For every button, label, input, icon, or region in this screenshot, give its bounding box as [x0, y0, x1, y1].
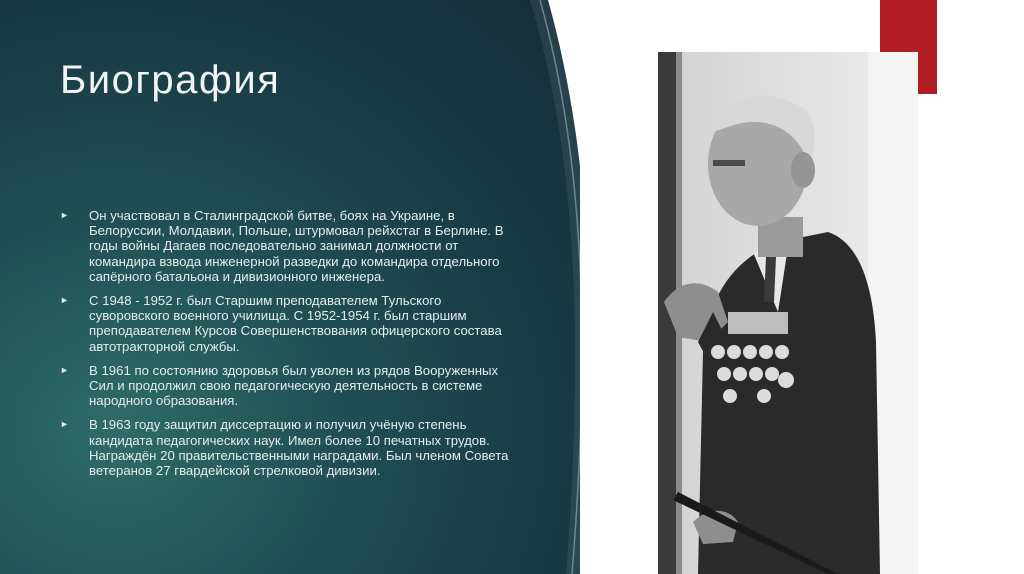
bullet-item — [60, 363, 520, 409]
triangle-right-icon: ► — [60, 364, 69, 375]
bullet-text: С 1948 - 1952 г. был Старшим преподавателем Тульского суворовского военного училища. С 1952-1954 г. был старшим преподавателем Курсов Совершенствования офицерского состава автотракторной службы. — [89, 293, 502, 354]
portrait-illustration — [658, 52, 918, 574]
triangle-right-icon: ► — [60, 295, 69, 306]
bullet-text: В 1961 по состоянию здоровья был уволен из рядов Вооруженных Сил и продолжил свою педагогическую деятельность в системе народного образования. — [89, 362, 499, 409]
triangle-right-icon: ► — [60, 210, 69, 220]
slide-title: Биография — [60, 58, 281, 102]
bullet-item — [60, 293, 520, 354]
bullet-list — [60, 208, 520, 487]
bullet-text: В 1963 году защитил диссертацию и получил учёную степень кандидата педагогических наук. Имел более 10 печатных трудов. Награждён 20 правительственными наградами. Был членом Совета ветеранов 27 гвардейской стрелковой дивизии. — [89, 417, 509, 479]
bullet-text: Он участвовал в Сталинградской битве, боях на Украине, в Белоруссии, Молдавии, Польше, штурмовал рейхстаг в Берлине. В годы войны Дагаев последовательно занимал должности от командира взвода инженерной разведки до командира отдельного сапёрного батальона и дивизионного инженера. — [89, 208, 504, 284]
triangle-right-icon: ► — [60, 419, 69, 430]
portrait-photo — [658, 52, 918, 574]
bullet-item — [60, 417, 520, 478]
bullet-item — [60, 208, 520, 284]
